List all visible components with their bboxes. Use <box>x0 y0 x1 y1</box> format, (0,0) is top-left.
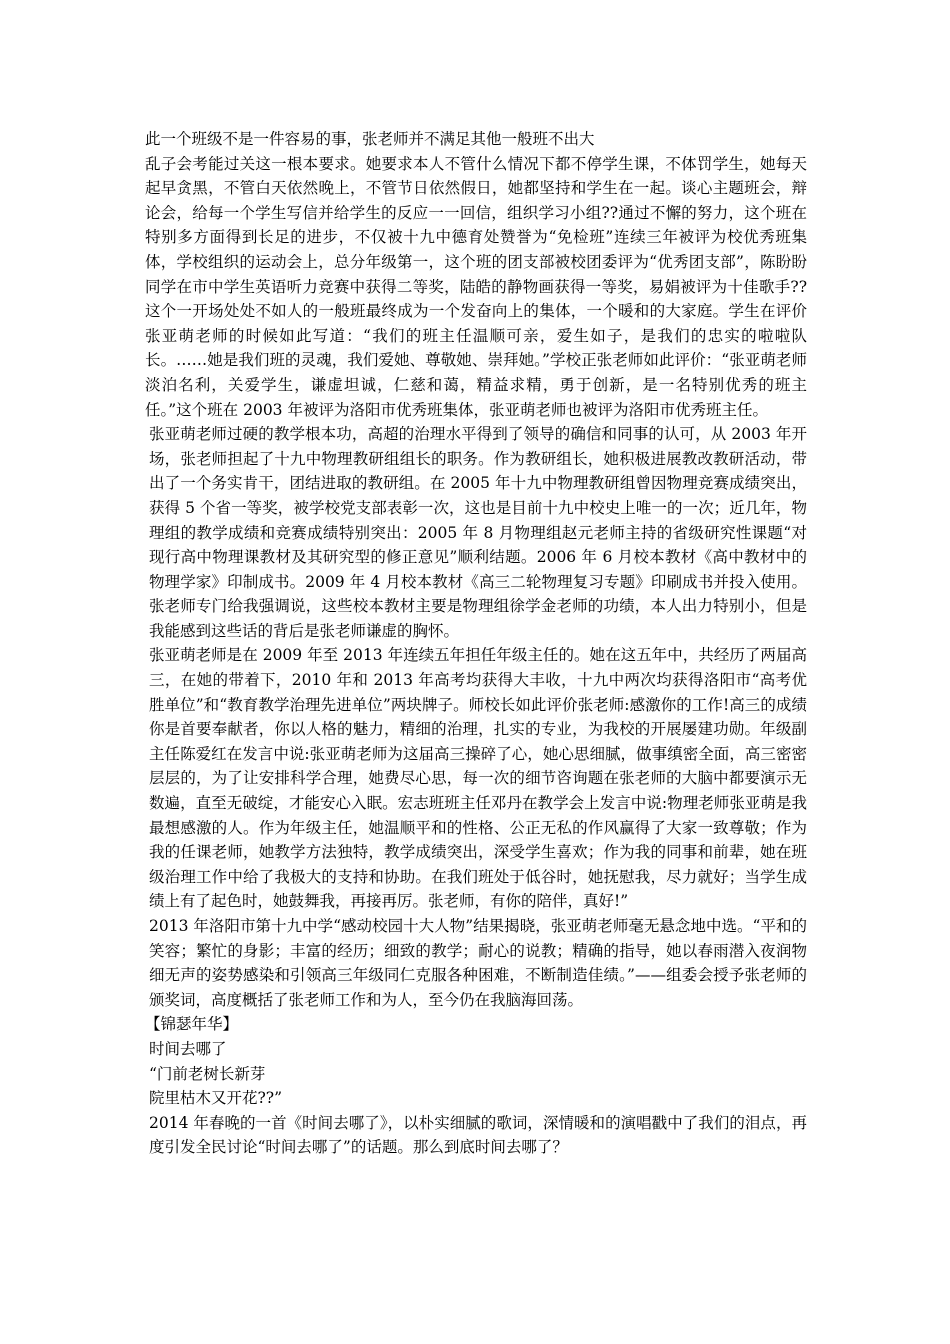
paragraph-5: 2013 年洛阳市第十九中学“感动校园十大人物”结果揭晓，张亚萌老师毫无悬念地中选。“平和的笑容；繁忙的身影；丰富的经历；细致的教学；耐心的说教；精确的指导，她以春雨潜入夜润物细无声的姿势感染和引领高三年级同仁克服各种困难，不断制造佳绩。”——组委会授予张老师的颁奖词，高度概括了张老师工作和为人，至今仍在我脑海回荡。 <box>149 917 807 1009</box>
section-heading: 【锦瑟年华】 <box>145 1015 239 1034</box>
paragraph-2: 乱子会考能过关这一根本要求。她要求本人不管什么情况下都不停学生课，不体罚学生，她每天起早贪黑，不管白天依然晚上，不管节日依然假日，她都坚持和学生在一起。谈心主题班会，辩论会，给每一个学生写信并给学生的反应一一回信，组织学习小组??通过不懈的努力，这个班在特别多方面得到长足的进步，不仅被十九中德育处赞誉为“免检班”连续三年被评为校优秀班集体，学校组织的运动会上，总分年级第一，这个班的团支部被校团委评为“优秀团支部”，陈盼盼同学在市中学生英语听力竞赛中获得二等奖，陆皓的静物画获得一等奖，易娟被评为十佳歌手??这个一开场处处不如人的一般班最终成为一个发奋向上的集体，一个暖和的大家庭。学生在评价张亚萌老师的时候如此写道：“我们的班主任温顺可亲，爱生如子，是我们的忠实的啦啦队长。……她是我们班的灵魂，我们爱她、尊敬她、崇拜她。”学校正张老师如此评价：“张亚萌老师淡泊名利，关爱学生，谦虚坦诚，仁慈和蔼，精益求精，勇于创新，是一名特别优秀的班主任。”这个班在 2003 年被评为洛阳市优秀班集体，张亚萌老师也被评为洛阳市优秀班主任。 <box>145 154 807 419</box>
lyric-line-1: “门前老树长新芽 <box>149 1064 266 1083</box>
song-title: 时间去哪了 <box>149 1039 227 1058</box>
paragraph-1: 此一个班级不是一件容易的事，张老师并不满足其他一般班不出大 <box>145 130 595 148</box>
document-body <box>145 127 807 1160</box>
paragraph-closing: 2014 年春晚的一首《时间去哪了》，以朴实细腻的歌词，深情暖和的演唱戳中了我们的泪点，再度引发全民讨论“时间去哪了”的话题。那么到底时间去哪了？ <box>149 1113 807 1157</box>
paragraph-4: 张亚萌老师是在 2009 年至 2013 年连续五年担任年级主任的。她在这五年中，共经历了两届高三，在她的带着下，2010 年和 2013 年高考均获得大丰收，十九中两次均获得洛阳市“高考优胜单位”和“教育教学治理先进单位”两块牌子。师校长如此评价张老师:感激你的工作!高三的成绩你是首要奉献者，你以人格的魅力，精细的治理，扎实的专业，为我校的开展屡建功勋。年级副主任陈爱红在发言中说:张亚萌老师为这届高三操碎了心，她心思细腻，做事缜密全面，高三密密层层的，为了让安排科学合理，她费尽心思，每一次的细节咨询题在张老师的大脑中都要演示无数遍，直至无破绽，才能安心入眠。宏志班班主任邓丹在教学会上发言中说:物理老师张亚萌是我最想感激的人。作为年级主任，她温顺平和的性格、公正无私的作风赢得了大家一致尊敬；作为我的任课老师，她教学方法独特，教学成绩突出，深受学生喜欢；作为我的同事和前辈，她在班级治理工作中给了我极大的支持和协助。在我们班处于低谷时，她抚慰我，尽力就好；当学生成绩上有了起色时，她鼓舞我，再接再厉。张老师，有你的陪伴，真好!” <box>149 646 807 911</box>
paragraph-3: 张亚萌老师过硬的教学根本功，高超的治理水平得到了领导的确信和同事的认可，从 2003 年开场，张老师担起了十九中物理教研组组长的职务。作为教研组长，她积极进展教改教研活动，带出了一个务实肯干，团结进取的教研组。在 2005 年十九中物理教研组曾因物理竞赛成绩突出，获得 5 个省一等奖，被学校党支部表彰一次，这也是目前十九中校史上唯一的一次；近几年，物理组的教学成绩和竞赛成绩特别突出：2005 年 8 月物理组赵元老师主持的省级研究性课题“对现行高中物理课教材及其研究型的修正意见”顺利结题。2006 年 6 月校本教材《高中教材中的物理学家》印制成书。2009 年 4 月校本教材《高三二轮物理复习专题》印刷成书并投入使用。张老师专门给我强调说，这些校本教材主要是物理组徐学金老师的功绩，本人出力特别小，但是我能感到这些话的背后是张老师谦虚的胸怀。 <box>149 425 807 640</box>
lyric-line-2: 院里枯木又开花??” <box>149 1089 283 1108</box>
